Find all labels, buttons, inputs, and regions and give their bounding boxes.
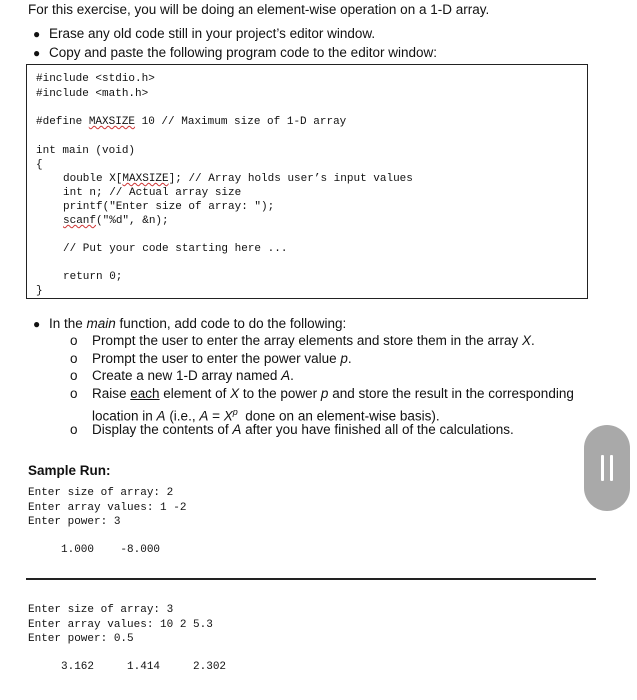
pause-icon: [601, 455, 604, 481]
code-line-size-decl: int n; // Actual array size: [63, 187, 242, 199]
code-line-array-decl: double X[MAXSIZE]; // Array holds user’s input values: [63, 173, 413, 185]
code-line-printf: printf("Enter size of array: ");: [63, 201, 275, 213]
code-line-include-stdio: #include <stdio.h>: [36, 73, 155, 85]
sample2-line: Enter power: 0.5: [28, 633, 134, 645]
sub-bullet-circle: o: [70, 386, 78, 401]
sample1-line: Enter power: 3: [28, 516, 121, 528]
bullet-dot: ●: [33, 46, 41, 60]
sample2-output: 3.162 1.414 2.302: [61, 661, 227, 673]
sub-item-prompt-elements: Prompt the user to enter the array elements and store them in the array X.: [92, 333, 535, 348]
pause-icon: [610, 455, 613, 481]
sample1-line: Enter array values: 1 -2: [28, 502, 187, 514]
code-line-open-brace: {: [36, 159, 43, 171]
sub-item-raise-power: Raise each element of X to the power p and store the result in the corresponding: [92, 386, 574, 401]
code-line-define: #define MAXSIZE 10 // Maximum size of 1-D array: [36, 116, 347, 128]
code-line-scanf: scanf("%d", &n);: [63, 215, 169, 227]
main-instructions: In the main function, add code to do the following:: [49, 316, 347, 331]
sub-item-prompt-power: Prompt the user to enter the power value p.: [92, 351, 352, 366]
sub-bullet-circle: o: [70, 333, 78, 348]
sub-item-raise-power-cont: location in A (i.e., $A = X^p$ done on an element-wise basis).: [92, 407, 440, 424]
sample1-line: Enter size of array: 2: [28, 487, 174, 499]
sub-item-create-array: Create a new 1-D array named A.: [92, 368, 294, 383]
sample2-line: Enter array values: 10 2 5.3: [28, 619, 213, 631]
sub-item-display: Display the contents of A after you have finished all of the calculations.: [92, 422, 514, 437]
code-line-main-signature: int main (void): [36, 145, 136, 157]
sample1-output: 1.000 -8.000: [61, 544, 161, 556]
code-line-comment: // Put your code starting here ...: [63, 243, 288, 255]
code-line-return: return 0;: [63, 271, 123, 283]
bullet-erase-code: Erase any old code still in your project’s editor window.: [49, 26, 376, 41]
code-block: [26, 64, 588, 299]
sub-bullet-circle: o: [70, 422, 78, 437]
sample2-line: Enter size of array: 3: [28, 604, 174, 616]
divider: [26, 578, 596, 580]
side-handle-button[interactable]: [584, 425, 630, 511]
bullet-copy-code: Copy and paste the following program code to the editor window:: [49, 45, 437, 60]
intro-text: For this exercise, you will be doing an element-wise operation on a 1-D array.: [28, 2, 490, 17]
sub-bullet-circle: o: [70, 351, 78, 366]
sample-run-heading: Sample Run:: [28, 463, 111, 478]
bullet-dot: ●: [33, 27, 41, 41]
sub-bullet-circle: o: [70, 368, 78, 383]
code-line-include-math: #include <math.h>: [36, 88, 149, 100]
bullet-dot: ●: [33, 317, 41, 331]
code-line-close-brace: }: [36, 285, 43, 297]
